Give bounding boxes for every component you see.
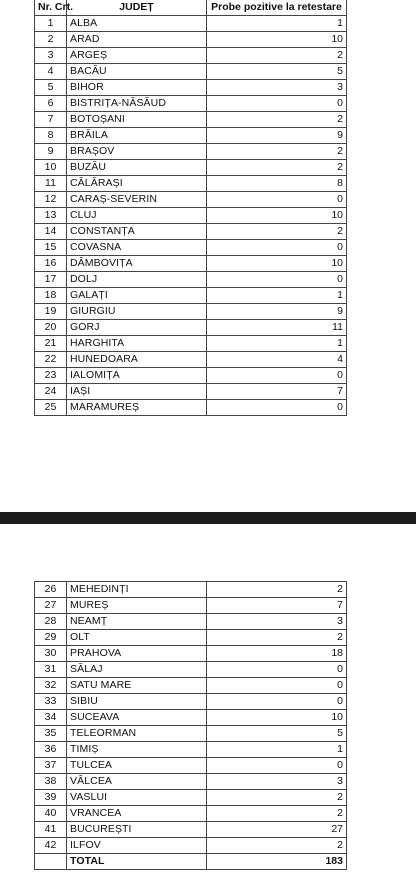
- county-name: HUNEDOARA: [67, 352, 207, 368]
- county-name: BOTOȘANI: [67, 112, 207, 128]
- positive-count: 4: [207, 352, 347, 368]
- table-row: [35, 240, 347, 256]
- total-nr-cell: [35, 854, 67, 870]
- county-name: GORJ: [67, 320, 207, 336]
- row-number: 16: [35, 256, 67, 272]
- positive-count: 2: [207, 224, 347, 240]
- positive-count: 5: [207, 726, 347, 742]
- table-row: [35, 710, 347, 726]
- positive-count: 3: [207, 80, 347, 96]
- county-name: SIBIU: [67, 694, 207, 710]
- county-name: IALOMIȚA: [67, 368, 207, 384]
- row-number: 25: [35, 400, 67, 416]
- county-name: CONSTANȚA: [67, 224, 207, 240]
- table-row: [35, 192, 347, 208]
- positive-count: 7: [207, 384, 347, 400]
- positive-count: 0: [207, 662, 347, 678]
- positive-count: 1: [207, 288, 347, 304]
- row-number: 17: [35, 272, 67, 288]
- row-number: 21: [35, 336, 67, 352]
- header-nr-crt: Nr. Crt.: [35, 0, 67, 16]
- row-number: 33: [35, 694, 67, 710]
- county-name: BACĂU: [67, 64, 207, 80]
- positive-count: 11: [207, 320, 347, 336]
- county-name: MEHEDINȚI: [67, 582, 207, 598]
- county-name: BRĂILA: [67, 128, 207, 144]
- positive-count: 7: [207, 598, 347, 614]
- table-row: [35, 662, 347, 678]
- header-probe-pozitive: Probe pozitive la retestare: [207, 0, 347, 16]
- row-number: 41: [35, 822, 67, 838]
- county-name: ALBA: [67, 16, 207, 32]
- county-name: DOLJ: [67, 272, 207, 288]
- row-number: 1: [35, 16, 67, 32]
- table-row: [35, 128, 347, 144]
- positive-count: 2: [207, 806, 347, 822]
- row-number: 22: [35, 352, 67, 368]
- county-name: TELEORMAN: [67, 726, 207, 742]
- row-number: 15: [35, 240, 67, 256]
- row-number: 14: [35, 224, 67, 240]
- total-label: TOTAL: [67, 854, 207, 870]
- row-number: 35: [35, 726, 67, 742]
- total-row: [35, 854, 347, 870]
- table-row: [35, 678, 347, 694]
- county-name: COVASNA: [67, 240, 207, 256]
- positive-count: 9: [207, 304, 347, 320]
- county-name: PRAHOVA: [67, 646, 207, 662]
- county-name: VÂLCEA: [67, 774, 207, 790]
- row-number: 2: [35, 32, 67, 48]
- table-row: [35, 582, 347, 598]
- positive-count: 3: [207, 774, 347, 790]
- positive-count: 2: [207, 630, 347, 646]
- table-row: [35, 320, 347, 336]
- row-number: 36: [35, 742, 67, 758]
- row-number: 12: [35, 192, 67, 208]
- row-number: 20: [35, 320, 67, 336]
- row-number: 18: [35, 288, 67, 304]
- results-table-part-1: [34, 0, 347, 416]
- county-name: MARAMUREȘ: [67, 400, 207, 416]
- table-row: [35, 742, 347, 758]
- table-row: [35, 272, 347, 288]
- county-name: BISTRIȚA-NĂSĂUD: [67, 96, 207, 112]
- row-number: 37: [35, 758, 67, 774]
- table-row: [35, 726, 347, 742]
- table-row: [35, 646, 347, 662]
- positive-count: 0: [207, 400, 347, 416]
- positive-count: 2: [207, 160, 347, 176]
- table-row: [35, 16, 347, 32]
- county-name: BUCUREȘTI: [67, 822, 207, 838]
- row-number: 30: [35, 646, 67, 662]
- table-body-part-2: [35, 582, 347, 854]
- results-table-part-2: [34, 581, 347, 870]
- table-row: [35, 96, 347, 112]
- table-row: [35, 224, 347, 240]
- table-row: [35, 790, 347, 806]
- positive-count: 8: [207, 176, 347, 192]
- county-name: DÂMBOVIȚA: [67, 256, 207, 272]
- positive-count: 2: [207, 790, 347, 806]
- row-number: 39: [35, 790, 67, 806]
- table-row: [35, 80, 347, 96]
- county-name: SATU MARE: [67, 678, 207, 694]
- county-name: SUCEAVA: [67, 710, 207, 726]
- county-name: IAȘI: [67, 384, 207, 400]
- positive-count: 1: [207, 16, 347, 32]
- positive-count: 0: [207, 240, 347, 256]
- positive-count: 10: [207, 32, 347, 48]
- positive-count: 9: [207, 128, 347, 144]
- table-row: [35, 400, 347, 416]
- header-judet: JUDEȚ: [67, 0, 207, 16]
- row-number: 8: [35, 128, 67, 144]
- positive-count: 0: [207, 694, 347, 710]
- row-number: 11: [35, 176, 67, 192]
- positive-count: 2: [207, 838, 347, 854]
- row-number: 28: [35, 614, 67, 630]
- positive-count: 0: [207, 678, 347, 694]
- positive-count: 10: [207, 710, 347, 726]
- row-number: 9: [35, 144, 67, 160]
- table-row: [35, 352, 347, 368]
- table-row: [35, 144, 347, 160]
- table-row: [35, 368, 347, 384]
- row-number: 38: [35, 774, 67, 790]
- row-number: 40: [35, 806, 67, 822]
- table-body-part-1: [35, 16, 347, 416]
- positive-count: 0: [207, 96, 347, 112]
- row-number: 10: [35, 160, 67, 176]
- county-name: VASLUI: [67, 790, 207, 806]
- county-name: MUREȘ: [67, 598, 207, 614]
- table-row: [35, 838, 347, 854]
- row-number: 23: [35, 368, 67, 384]
- row-number: 7: [35, 112, 67, 128]
- county-name: GALAȚI: [67, 288, 207, 304]
- positive-count: 1: [207, 336, 347, 352]
- table-row: [35, 304, 347, 320]
- page-separator: [0, 512, 416, 524]
- table-row: [35, 32, 347, 48]
- county-name: TIMIȘ: [67, 742, 207, 758]
- table-row: [35, 758, 347, 774]
- positive-count: 0: [207, 758, 347, 774]
- table-row: [35, 176, 347, 192]
- positive-count: 27: [207, 822, 347, 838]
- positive-count: 1: [207, 742, 347, 758]
- positive-count: 2: [207, 112, 347, 128]
- positive-count: 0: [207, 272, 347, 288]
- table-row: [35, 614, 347, 630]
- row-number: 19: [35, 304, 67, 320]
- positive-count: 0: [207, 192, 347, 208]
- county-name: BRAȘOV: [67, 144, 207, 160]
- table-row: [35, 598, 347, 614]
- county-name: CĂLĂRAȘI: [67, 176, 207, 192]
- county-name: SĂLAJ: [67, 662, 207, 678]
- county-name: ARGEȘ: [67, 48, 207, 64]
- table-row: [35, 288, 347, 304]
- row-number: 3: [35, 48, 67, 64]
- table-row: [35, 64, 347, 80]
- positive-count: 10: [207, 256, 347, 272]
- table-row: [35, 822, 347, 838]
- positive-count: 3: [207, 614, 347, 630]
- row-number: 27: [35, 598, 67, 614]
- county-name: CARAȘ-SEVERIN: [67, 192, 207, 208]
- county-name: OLT: [67, 630, 207, 646]
- county-name: HARGHITA: [67, 336, 207, 352]
- table-row: [35, 112, 347, 128]
- table-row: [35, 384, 347, 400]
- table-row: [35, 208, 347, 224]
- county-name: ARAD: [67, 32, 207, 48]
- table-row: [35, 630, 347, 646]
- county-name: BIHOR: [67, 80, 207, 96]
- table-row: [35, 256, 347, 272]
- table-row: [35, 48, 347, 64]
- table-header-row: [35, 0, 347, 16]
- county-name: ILFOV: [67, 838, 207, 854]
- county-name: NEAMȚ: [67, 614, 207, 630]
- row-number: 31: [35, 662, 67, 678]
- row-number: 5: [35, 80, 67, 96]
- positive-count: 2: [207, 144, 347, 160]
- row-number: 4: [35, 64, 67, 80]
- table-row: [35, 336, 347, 352]
- document-page-2: [0, 524, 416, 873]
- county-name: TULCEA: [67, 758, 207, 774]
- positive-count: 10: [207, 208, 347, 224]
- county-name: VRANCEA: [67, 806, 207, 822]
- table-row: [35, 806, 347, 822]
- county-name: BUZĂU: [67, 160, 207, 176]
- row-number: 32: [35, 678, 67, 694]
- row-number: 34: [35, 710, 67, 726]
- row-number: 6: [35, 96, 67, 112]
- row-number: 24: [35, 384, 67, 400]
- total-value: 183: [207, 854, 347, 870]
- row-number: 26: [35, 582, 67, 598]
- positive-count: 18: [207, 646, 347, 662]
- row-number: 13: [35, 208, 67, 224]
- county-name: GIURGIU: [67, 304, 207, 320]
- positive-count: 2: [207, 48, 347, 64]
- row-number: 42: [35, 838, 67, 854]
- row-number: 29: [35, 630, 67, 646]
- county-name: CLUJ: [67, 208, 207, 224]
- positive-count: 5: [207, 64, 347, 80]
- table-row: [35, 774, 347, 790]
- positive-count: 2: [207, 582, 347, 598]
- table-row: [35, 160, 347, 176]
- table-row: [35, 694, 347, 710]
- positive-count: 0: [207, 368, 347, 384]
